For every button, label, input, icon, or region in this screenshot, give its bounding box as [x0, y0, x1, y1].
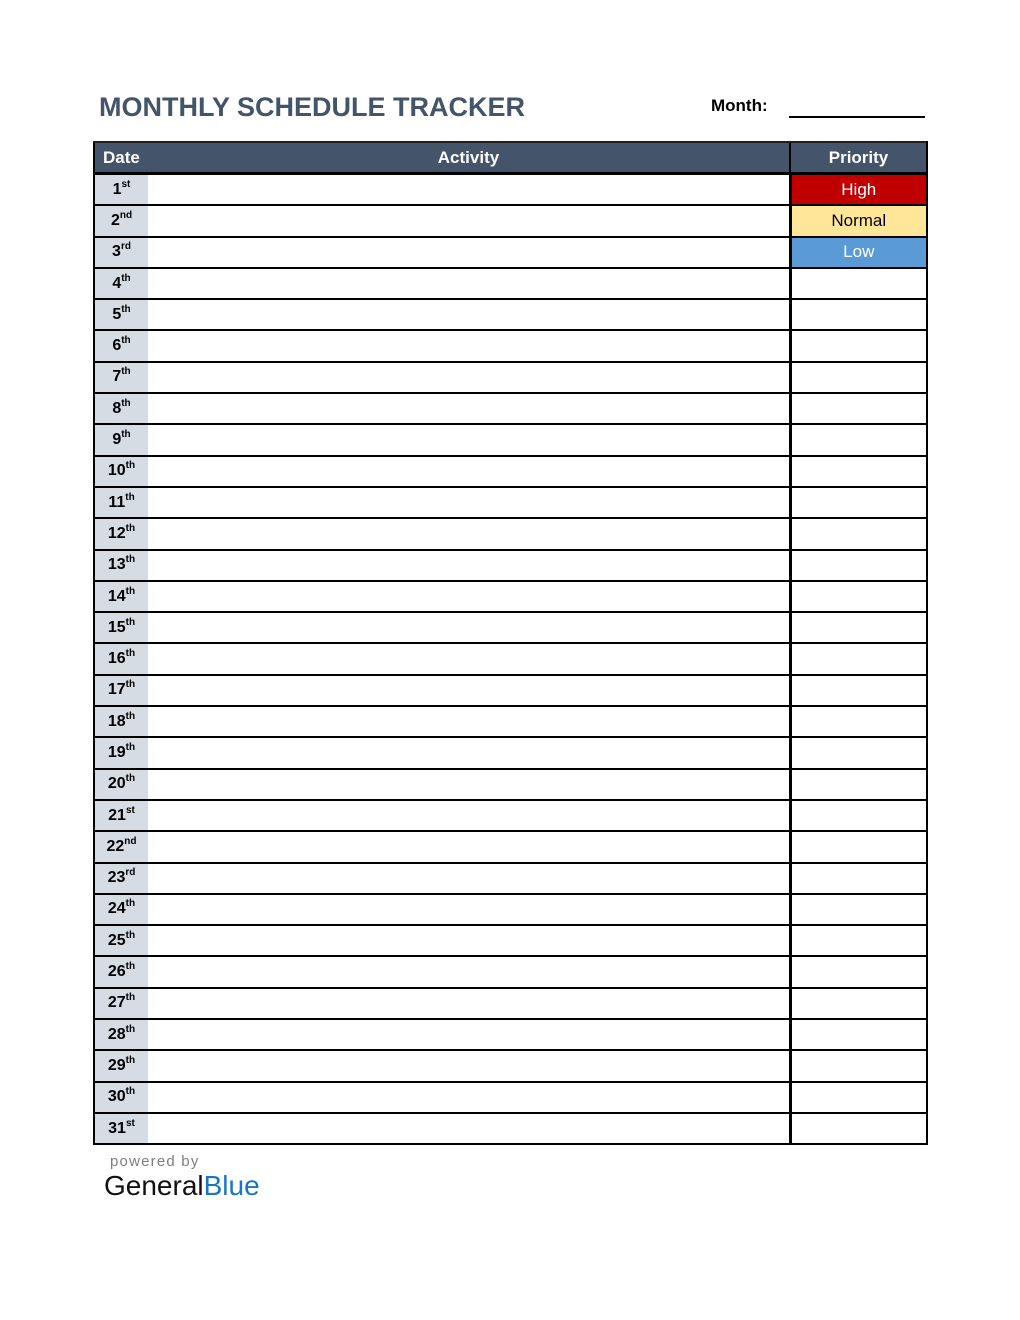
date-cell [94, 550, 148, 581]
priority-cell[interactable] [790, 424, 927, 455]
activity-cell[interactable] [148, 550, 790, 581]
day-number: 8 [112, 399, 122, 417]
table-row [94, 299, 927, 330]
activity-cell[interactable] [148, 268, 790, 299]
day-number: 2 [110, 211, 120, 229]
activity-cell[interactable] [148, 174, 790, 206]
priority-cell[interactable] [790, 1019, 927, 1050]
day-suffix: th [121, 335, 131, 347]
day-suffix: th [125, 898, 136, 910]
date-cell [94, 393, 148, 424]
activity-cell[interactable] [148, 487, 790, 518]
priority-cell[interactable] [790, 1113, 927, 1144]
date-cell [94, 675, 148, 706]
date-cell [94, 1019, 148, 1050]
table-row [94, 800, 927, 831]
priority-cell[interactable] [790, 863, 927, 894]
priority-cell[interactable] [790, 518, 927, 549]
date-cell [94, 988, 148, 1019]
day-suffix: th [121, 397, 131, 409]
day-suffix: nd [124, 835, 137, 847]
day-number: 24 [107, 900, 126, 918]
activity-cell[interactable] [148, 205, 790, 236]
day-number: 28 [107, 1025, 126, 1043]
day-number: 7 [112, 368, 122, 386]
month-label: Month: [711, 96, 768, 115]
date-cell [94, 362, 148, 393]
day-number: 17 [107, 681, 126, 699]
brand-general: General [104, 1170, 204, 1201]
date-cell [94, 330, 148, 361]
activity-cell[interactable] [148, 769, 790, 800]
table-row [94, 925, 927, 956]
day-suffix: st [121, 178, 131, 190]
activity-cell[interactable] [148, 612, 790, 643]
priority-cell[interactable] [790, 1050, 927, 1081]
table-row [94, 362, 927, 393]
column-header-priority: Priority [790, 142, 927, 174]
date-cell [94, 299, 148, 330]
activity-cell[interactable] [148, 1082, 790, 1113]
priority-cell[interactable] [790, 362, 927, 393]
page-title: MONTHLY SCHEDULE TRACKER [99, 92, 526, 122]
day-number: 9 [112, 431, 122, 449]
table-row [94, 174, 927, 206]
date-cell [94, 863, 148, 894]
date-cell [94, 268, 148, 299]
table-row [94, 894, 927, 925]
day-suffix: th [125, 773, 136, 785]
day-number: 31 [108, 1119, 126, 1137]
priority-cell[interactable] [790, 988, 927, 1019]
priority-cell[interactable] [790, 894, 927, 925]
priority-cell[interactable] [790, 956, 927, 987]
date-cell [94, 581, 148, 612]
activity-cell[interactable] [148, 299, 790, 330]
priority-cell-low[interactable]: Low [790, 237, 927, 268]
day-suffix: nd [119, 209, 133, 221]
table-row [94, 518, 927, 549]
activity-cell[interactable] [148, 831, 790, 862]
activity-cell[interactable] [148, 424, 790, 455]
day-number: 25 [107, 931, 126, 949]
activity-cell[interactable] [148, 237, 790, 268]
table-row [94, 675, 927, 706]
table-row [94, 268, 927, 299]
table-header-row [94, 142, 927, 174]
day-number: 3 [112, 243, 121, 261]
table-body [94, 174, 927, 1145]
priority-cell-high[interactable]: High [790, 174, 927, 206]
day-number: 6 [112, 337, 122, 355]
day-number: 1 [112, 180, 122, 198]
table-row [94, 612, 927, 643]
table-row [94, 643, 927, 674]
day-suffix: th [125, 710, 136, 722]
date-cell [94, 706, 148, 737]
date-cell [94, 237, 148, 268]
activity-cell[interactable] [148, 393, 790, 424]
table-row [94, 1050, 927, 1081]
day-number: 5 [112, 305, 122, 323]
date-cell [94, 612, 148, 643]
activity-cell[interactable] [148, 956, 790, 987]
day-suffix: th [125, 1054, 136, 1066]
date-cell [94, 424, 148, 455]
day-number: 10 [107, 462, 126, 480]
day-suffix: th [125, 491, 135, 503]
day-suffix: th [121, 429, 131, 441]
day-suffix: th [125, 616, 136, 628]
activity-cell[interactable] [148, 330, 790, 361]
priority-cell-normal[interactable]: Normal [790, 205, 927, 236]
activity-cell[interactable] [148, 581, 790, 612]
date-cell [94, 1113, 148, 1144]
table-row [94, 1019, 927, 1050]
day-suffix: th [125, 929, 136, 941]
table-row [94, 737, 927, 768]
day-number: 19 [107, 743, 126, 761]
date-cell [94, 894, 148, 925]
brand-blue: Blue [203, 1170, 260, 1201]
activity-cell[interactable] [148, 1019, 790, 1050]
generalblue-logo [104, 1170, 260, 1202]
month-input-line[interactable] [789, 116, 925, 118]
day-suffix: th [125, 679, 136, 691]
day-number: 11 [108, 493, 126, 511]
table-row [94, 706, 927, 737]
day-number: 21 [108, 806, 126, 824]
table-row [94, 330, 927, 361]
column-header-date: Date [94, 142, 148, 174]
activity-cell[interactable] [148, 1113, 790, 1144]
column-header-activity: Activity [148, 142, 790, 174]
priority-cell[interactable] [790, 330, 927, 361]
priority-cell[interactable] [790, 487, 927, 518]
date-cell [94, 800, 148, 831]
day-number: 27 [107, 994, 126, 1012]
table-row [94, 1113, 927, 1144]
priority-cell[interactable] [790, 612, 927, 643]
activity-cell[interactable] [148, 643, 790, 674]
day-number: 30 [107, 1088, 126, 1106]
activity-cell[interactable] [148, 863, 790, 894]
date-cell [94, 956, 148, 987]
day-number: 20 [107, 775, 126, 793]
day-suffix: th [125, 522, 136, 534]
table-row [94, 424, 927, 455]
priority-cell[interactable] [790, 706, 927, 737]
activity-cell[interactable] [148, 675, 790, 706]
priority-cell[interactable] [790, 299, 927, 330]
table-row [94, 581, 927, 612]
day-suffix: th [125, 585, 136, 597]
day-suffix: th [125, 1023, 136, 1035]
activity-cell[interactable] [148, 1050, 790, 1081]
day-number: 22 [106, 837, 125, 855]
day-suffix: th [125, 961, 136, 973]
day-number: 4 [112, 274, 122, 292]
day-suffix: th [125, 741, 136, 753]
priority-cell[interactable] [790, 675, 927, 706]
day-suffix: th [125, 554, 136, 566]
priority-cell[interactable] [790, 925, 927, 956]
table-row [94, 831, 927, 862]
table-row [94, 863, 927, 894]
date-cell [94, 643, 148, 674]
date-cell [94, 205, 148, 236]
table-row [94, 393, 927, 424]
activity-cell[interactable] [148, 362, 790, 393]
priority-cell[interactable] [790, 800, 927, 831]
date-cell [94, 1082, 148, 1113]
priority-cell[interactable] [790, 393, 927, 424]
schedule-table [93, 141, 928, 1145]
table-row [94, 956, 927, 987]
day-number: 12 [107, 524, 126, 542]
day-number: 14 [107, 587, 126, 605]
date-cell [94, 456, 148, 487]
table-row [94, 456, 927, 487]
day-number: 16 [107, 650, 126, 668]
day-suffix: th [125, 648, 136, 660]
day-suffix: st [125, 1117, 135, 1129]
table-row [94, 205, 927, 236]
date-cell [94, 737, 148, 768]
activity-cell[interactable] [148, 988, 790, 1019]
day-number: 18 [107, 712, 126, 730]
priority-cell[interactable] [790, 268, 927, 299]
activity-cell[interactable] [148, 800, 790, 831]
date-cell [94, 831, 148, 862]
day-number: 29 [107, 1056, 126, 1074]
priority-cell[interactable] [790, 769, 927, 800]
priority-cell[interactable] [790, 456, 927, 487]
day-suffix: th [125, 1086, 136, 1098]
day-suffix: th [121, 366, 131, 378]
powered-by-label: powered by [110, 1153, 200, 1170]
day-suffix: th [125, 460, 136, 472]
priority-cell[interactable] [790, 831, 927, 862]
day-suffix: st [125, 804, 135, 816]
day-number: 13 [107, 556, 126, 574]
priority-cell[interactable] [790, 1082, 927, 1113]
activity-cell[interactable] [148, 518, 790, 549]
table-row [94, 487, 927, 518]
day-suffix: th [121, 272, 131, 284]
day-number: 23 [107, 869, 126, 887]
activity-cell[interactable] [148, 456, 790, 487]
priority-cell[interactable] [790, 550, 927, 581]
priority-cell[interactable] [790, 581, 927, 612]
date-cell [94, 174, 148, 206]
date-cell [94, 1050, 148, 1081]
day-suffix: rd [125, 867, 136, 879]
date-cell [94, 518, 148, 549]
activity-cell[interactable] [148, 925, 790, 956]
activity-cell[interactable] [148, 894, 790, 925]
activity-cell[interactable] [148, 706, 790, 737]
priority-cell[interactable] [790, 737, 927, 768]
table-row [94, 769, 927, 800]
date-cell [94, 925, 148, 956]
date-cell [94, 487, 148, 518]
day-suffix: rd [120, 241, 131, 253]
date-cell [94, 769, 148, 800]
table-row [94, 237, 927, 268]
priority-cell[interactable] [790, 643, 927, 674]
day-number: 26 [107, 963, 126, 981]
table-row [94, 550, 927, 581]
day-suffix: th [125, 992, 136, 1004]
activity-cell[interactable] [148, 737, 790, 768]
day-suffix: th [121, 303, 131, 315]
day-number: 15 [107, 618, 126, 636]
table-row [94, 1082, 927, 1113]
table-row [94, 988, 927, 1019]
